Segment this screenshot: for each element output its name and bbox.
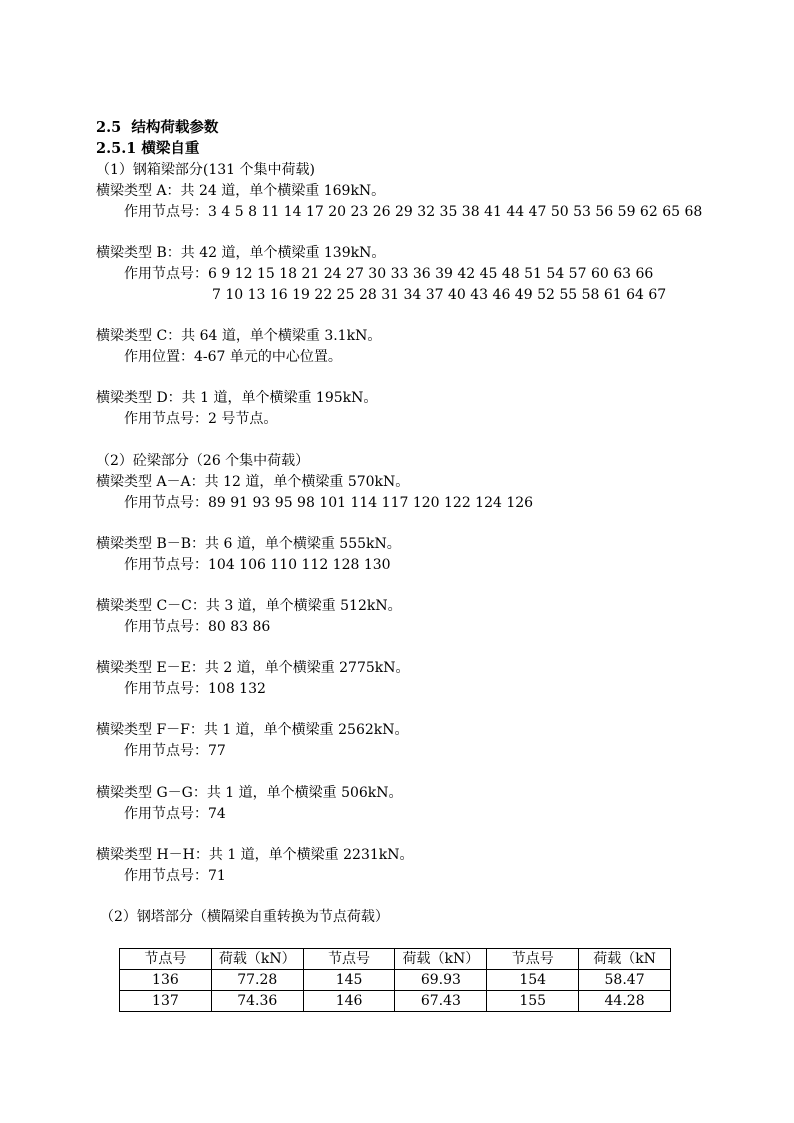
- subsection-title: 2.5.1 横梁自重: [96, 140, 200, 157]
- beam-type-a-nodes: 作用节点号：3 4 5 8 11 14 17 20 23 26 29 32 35 38 41 44 47 50 53 56 59 62 65 68: [124, 204, 703, 220]
- beam-type-cc: 横梁类型 C－C：共 3 道，单个横梁重 512kN。: [96, 598, 402, 614]
- table-cell: 74.36: [211, 991, 303, 1012]
- beam-type-gg-nodes: 作用节点号：74: [124, 806, 226, 822]
- beam-type-aa-nodes: 作用节点号：89 91 93 95 98 101 114 117 120 122 124 126: [124, 495, 534, 511]
- table-header-cell: 荷载（kN）: [395, 949, 487, 970]
- table-header-cell: 节点号: [487, 949, 579, 970]
- table-row: [120, 970, 671, 991]
- table-cell: 77.28: [211, 970, 303, 991]
- beam-type-d-nodes: 作用节点号：2 号节点。: [124, 411, 278, 427]
- table-cell: 146: [303, 991, 395, 1012]
- beam-type-gg: 横梁类型 G－G：共 1 道，单个横梁重 506kN。: [96, 785, 403, 801]
- beam-type-b: 横梁类型 B：共 42 道，单个横梁重 139kN。: [96, 245, 386, 261]
- beam-type-bb: 横梁类型 B－B：共 6 道，单个横梁重 555kN。: [96, 536, 401, 552]
- table-row: [120, 991, 671, 1012]
- beam-type-hh: 横梁类型 H－H：共 1 道，单个横梁重 2231kN。: [96, 847, 414, 863]
- beam-type-bb-nodes: 作用节点号：104 106 110 112 128 130: [124, 557, 391, 573]
- beam-type-cc-nodes: 作用节点号：80 83 86: [124, 619, 271, 635]
- beam-type-ee-nodes: 作用节点号：108 132: [124, 681, 266, 697]
- node-load-table: [119, 948, 671, 1012]
- beam-type-b-nodes-cont: 7 10 13 16 19 22 25 28 31 34 37 40 43 46 49 52 55 58 61 64 67: [212, 287, 667, 303]
- table-cell: 137: [120, 991, 212, 1012]
- table-cell: 155: [487, 991, 579, 1012]
- beam-type-hh-nodes: 作用节点号：71: [124, 868, 226, 884]
- part2-title: （2）砼梁部分（26 个集中荷载）: [96, 453, 310, 469]
- beam-type-ff-nodes: 作用节点号：77: [124, 743, 226, 759]
- section-title: 2.5 结构荷载参数: [96, 119, 219, 136]
- table-cell: 44.28: [579, 991, 671, 1012]
- table-cell: 145: [303, 970, 395, 991]
- beam-type-d: 横梁类型 D：共 1 道，单个横梁重 195kN。: [96, 390, 378, 406]
- beam-type-c-position: 作用位置：4-67 单元的中心位置。: [124, 349, 342, 365]
- table-cell: 136: [120, 970, 212, 991]
- beam-type-aa: 横梁类型 A－A：共 12 道，单个横梁重 570kN。: [96, 474, 410, 490]
- part3-title: （2）钢塔部分（横隔梁自重转换为节点荷载）: [100, 909, 389, 925]
- table-cell: 154: [487, 970, 579, 991]
- part1-title: （1）钢箱梁部分(131 个集中荷载): [96, 162, 316, 178]
- beam-type-ff: 横梁类型 F－F：共 1 道，单个横梁重 2562kN。: [96, 722, 409, 738]
- table-header-cell: 节点号: [303, 949, 395, 970]
- beam-type-a: 横梁类型 A：共 24 道，单个横梁重 169kN。: [96, 183, 386, 199]
- table-cell: 58.47: [579, 970, 671, 991]
- beam-type-c: 横梁类型 C：共 64 道，单个横梁重 3.1kN。: [96, 328, 382, 344]
- table-header-cell: 节点号: [120, 949, 212, 970]
- table-cell: 69.93: [395, 970, 487, 991]
- table-header-row: [120, 949, 671, 970]
- table-cell: 67.43: [395, 991, 487, 1012]
- beam-type-b-nodes: 作用节点号：6 9 12 15 18 21 24 27 30 33 36 39 42 45 48 51 54 57 60 63 66: [124, 266, 654, 282]
- table-header-cell: 荷载（kN: [579, 949, 671, 970]
- table-header-cell: 荷载（kN）: [211, 949, 303, 970]
- beam-type-ee: 横梁类型 E－E：共 2 道，单个横梁重 2775kN。: [96, 660, 410, 676]
